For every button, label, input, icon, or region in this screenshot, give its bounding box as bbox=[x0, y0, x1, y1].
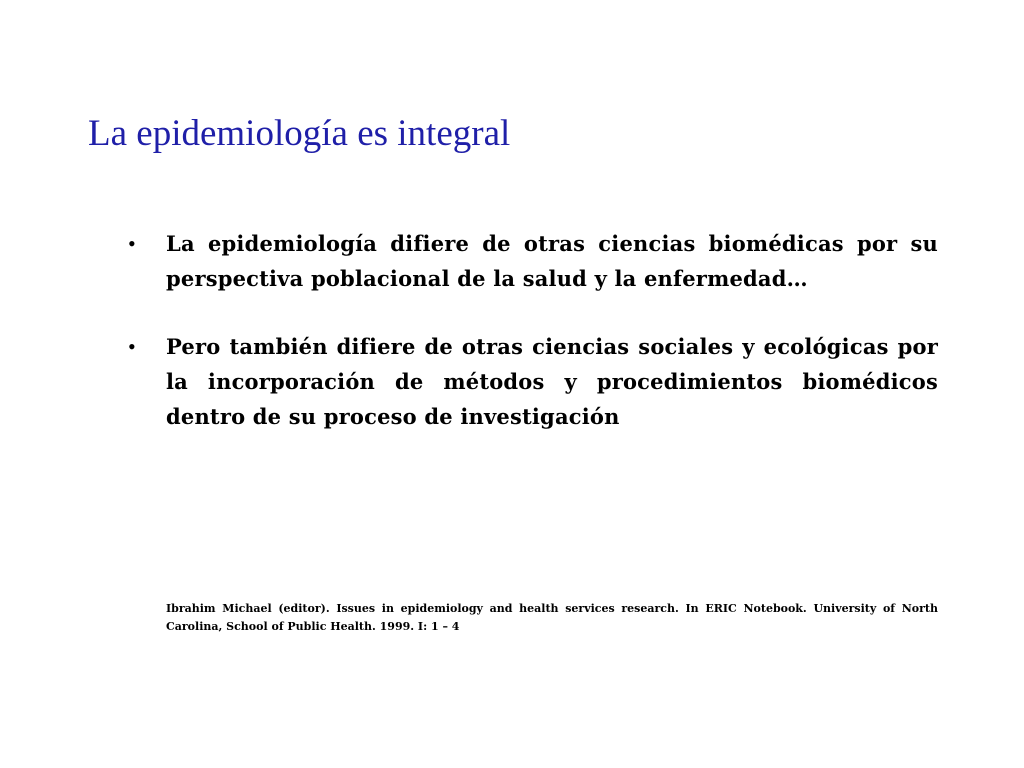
reference-citation: Ibrahim Michael (editor). Issues in epidemiology and health services research. In ERIC Notebook. University of North Carolina, School of Public Health. 1999. I: 1 – 4 bbox=[166, 602, 938, 633]
bullet-text: Pero también difiere de otras ciencias sociales y ecológicas por la incorporación de métodos y procedimientos biomédicos dentro de su proceso de investigación bbox=[166, 334, 938, 429]
bullet-item-biomedical-methods bbox=[128, 329, 938, 434]
bullet-list bbox=[128, 226, 938, 467]
bullet-item-population-perspective bbox=[128, 226, 938, 296]
bullet-marker: • bbox=[128, 231, 136, 256]
slide-title: La epidemiología es integral bbox=[88, 113, 511, 154]
bullet-marker: • bbox=[128, 334, 136, 359]
bullet-text: La epidemiología difiere de otras ciencias biomédicas por su perspectiva poblacional de la salud y la enfermedad… bbox=[166, 231, 938, 291]
